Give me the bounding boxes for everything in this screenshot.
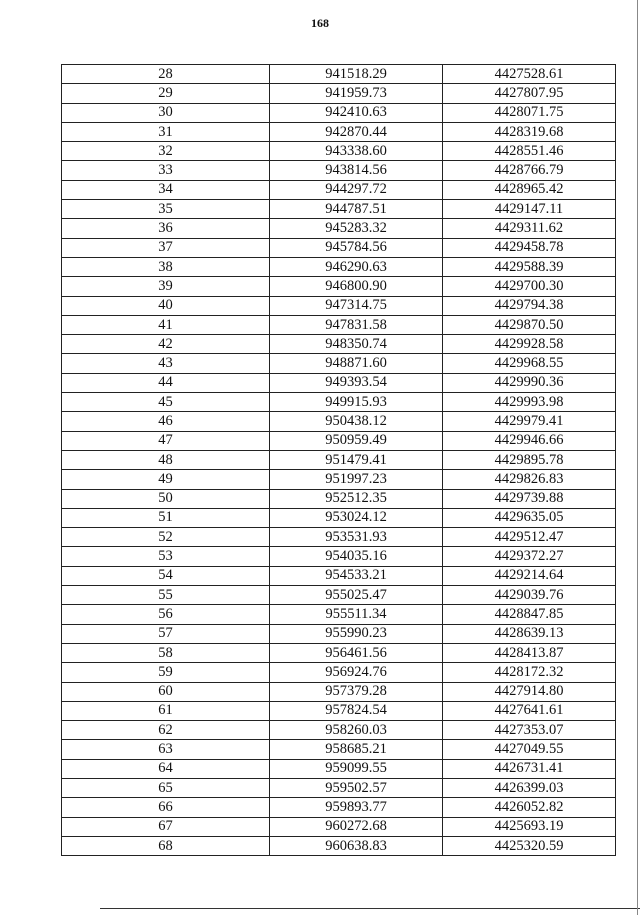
y-coordinate-cell: 4428847.85 xyxy=(443,605,616,624)
y-coordinate-cell: 4427528.61 xyxy=(443,65,616,84)
y-coordinate-cell: 4428639.13 xyxy=(443,624,616,643)
table-row xyxy=(62,701,616,720)
table-row xyxy=(62,180,616,199)
point-number-cell: 63 xyxy=(62,740,270,759)
x-coordinate-cell: 958685.21 xyxy=(270,740,443,759)
x-coordinate-cell: 956924.76 xyxy=(270,663,443,682)
x-coordinate-cell: 955025.47 xyxy=(270,586,443,605)
table-row xyxy=(62,624,616,643)
x-coordinate-cell: 941959.73 xyxy=(270,84,443,103)
y-coordinate-cell: 4428319.68 xyxy=(443,122,616,141)
y-coordinate-cell: 4429968.55 xyxy=(443,354,616,373)
x-coordinate-cell: 946800.90 xyxy=(270,277,443,296)
y-coordinate-cell: 4425693.19 xyxy=(443,817,616,836)
table-row xyxy=(62,412,616,431)
x-coordinate-cell: 959502.57 xyxy=(270,778,443,797)
point-number-cell: 40 xyxy=(62,296,270,315)
x-coordinate-cell: 949393.54 xyxy=(270,373,443,392)
x-coordinate-cell: 944297.72 xyxy=(270,180,443,199)
point-number-cell: 43 xyxy=(62,354,270,373)
point-number-cell: 47 xyxy=(62,431,270,450)
table-row xyxy=(62,65,616,84)
point-number-cell: 67 xyxy=(62,817,270,836)
table-row xyxy=(62,547,616,566)
y-coordinate-cell: 4428413.87 xyxy=(443,643,616,662)
point-number-cell: 54 xyxy=(62,566,270,585)
table-row xyxy=(62,836,616,855)
table-row xyxy=(62,142,616,161)
y-coordinate-cell: 4429895.78 xyxy=(443,450,616,469)
point-number-cell: 64 xyxy=(62,759,270,778)
table-row xyxy=(62,257,616,276)
point-number-cell: 46 xyxy=(62,412,270,431)
table-row xyxy=(62,103,616,122)
table-row xyxy=(62,470,616,489)
x-coordinate-cell: 954035.16 xyxy=(270,547,443,566)
y-coordinate-cell: 4429870.50 xyxy=(443,315,616,334)
table-row xyxy=(62,489,616,508)
point-number-cell: 28 xyxy=(62,65,270,84)
point-number-cell: 44 xyxy=(62,373,270,392)
y-coordinate-cell: 4427914.80 xyxy=(443,682,616,701)
x-coordinate-cell: 951479.41 xyxy=(270,450,443,469)
y-coordinate-cell: 4427353.07 xyxy=(443,721,616,740)
point-number-cell: 35 xyxy=(62,200,270,219)
y-coordinate-cell: 4429214.64 xyxy=(443,566,616,585)
x-coordinate-cell: 942410.63 xyxy=(270,103,443,122)
table-row xyxy=(62,643,616,662)
x-coordinate-cell: 942870.44 xyxy=(270,122,443,141)
x-coordinate-cell: 957824.54 xyxy=(270,701,443,720)
point-number-cell: 49 xyxy=(62,470,270,489)
point-number-cell: 45 xyxy=(62,393,270,412)
table-row xyxy=(62,277,616,296)
table-row xyxy=(62,778,616,797)
y-coordinate-cell: 4428766.79 xyxy=(443,161,616,180)
x-coordinate-cell: 947831.58 xyxy=(270,315,443,334)
y-coordinate-cell: 4429635.05 xyxy=(443,508,616,527)
x-coordinate-cell: 948871.60 xyxy=(270,354,443,373)
y-coordinate-cell: 4429946.66 xyxy=(443,431,616,450)
table-row xyxy=(62,84,616,103)
x-coordinate-cell: 943814.56 xyxy=(270,161,443,180)
x-coordinate-cell: 950959.49 xyxy=(270,431,443,450)
point-number-cell: 51 xyxy=(62,508,270,527)
x-coordinate-cell: 948350.74 xyxy=(270,335,443,354)
point-number-cell: 61 xyxy=(62,701,270,720)
coordinates-table xyxy=(61,64,616,856)
table-row xyxy=(62,586,616,605)
point-number-cell: 59 xyxy=(62,663,270,682)
point-number-cell: 65 xyxy=(62,778,270,797)
point-number-cell: 34 xyxy=(62,180,270,199)
y-coordinate-cell: 4429990.36 xyxy=(443,373,616,392)
x-coordinate-cell: 944787.51 xyxy=(270,200,443,219)
y-coordinate-cell: 4429794.38 xyxy=(443,296,616,315)
y-coordinate-cell: 4429372.27 xyxy=(443,547,616,566)
table-row xyxy=(62,740,616,759)
x-coordinate-cell: 954533.21 xyxy=(270,566,443,585)
x-coordinate-cell: 955511.34 xyxy=(270,605,443,624)
point-number-cell: 66 xyxy=(62,798,270,817)
y-coordinate-cell: 4428172.32 xyxy=(443,663,616,682)
point-number-cell: 53 xyxy=(62,547,270,566)
x-coordinate-cell: 960272.68 xyxy=(270,817,443,836)
point-number-cell: 41 xyxy=(62,315,270,334)
point-number-cell: 30 xyxy=(62,103,270,122)
x-coordinate-cell: 946290.63 xyxy=(270,257,443,276)
x-coordinate-cell: 952512.35 xyxy=(270,489,443,508)
page-number: 168 xyxy=(311,16,329,30)
x-coordinate-cell: 957379.28 xyxy=(270,682,443,701)
point-number-cell: 36 xyxy=(62,219,270,238)
table-row xyxy=(62,798,616,817)
table-row xyxy=(62,721,616,740)
point-number-cell: 42 xyxy=(62,335,270,354)
y-coordinate-cell: 4426399.03 xyxy=(443,778,616,797)
y-coordinate-cell: 4429739.88 xyxy=(443,489,616,508)
x-coordinate-cell: 945283.32 xyxy=(270,219,443,238)
table-row xyxy=(62,373,616,392)
y-coordinate-cell: 4427807.95 xyxy=(443,84,616,103)
y-coordinate-cell: 4429512.47 xyxy=(443,528,616,547)
y-coordinate-cell: 4429458.78 xyxy=(443,238,616,257)
table-row xyxy=(62,528,616,547)
point-number-cell: 57 xyxy=(62,624,270,643)
point-number-cell: 52 xyxy=(62,528,270,547)
point-number-cell: 38 xyxy=(62,257,270,276)
x-coordinate-cell: 960638.83 xyxy=(270,836,443,855)
point-number-cell: 55 xyxy=(62,586,270,605)
y-coordinate-cell: 4429928.58 xyxy=(443,335,616,354)
table-row xyxy=(62,450,616,469)
y-coordinate-cell: 4429700.30 xyxy=(443,277,616,296)
coordinates-table-body xyxy=(62,65,616,856)
y-coordinate-cell: 4426731.41 xyxy=(443,759,616,778)
table-row xyxy=(62,161,616,180)
y-coordinate-cell: 4429993.98 xyxy=(443,393,616,412)
y-coordinate-cell: 4427641.61 xyxy=(443,701,616,720)
table-row xyxy=(62,431,616,450)
table-row xyxy=(62,122,616,141)
x-coordinate-cell: 949915.93 xyxy=(270,393,443,412)
point-number-cell: 68 xyxy=(62,836,270,855)
table-row xyxy=(62,238,616,257)
x-coordinate-cell: 943338.60 xyxy=(270,142,443,161)
point-number-cell: 60 xyxy=(62,682,270,701)
table-row xyxy=(62,566,616,585)
table-row xyxy=(62,663,616,682)
bottom-rule xyxy=(100,908,640,909)
y-coordinate-cell: 4426052.82 xyxy=(443,798,616,817)
y-coordinate-cell: 4428071.75 xyxy=(443,103,616,122)
point-number-cell: 37 xyxy=(62,238,270,257)
y-coordinate-cell: 4429979.41 xyxy=(443,412,616,431)
table-row xyxy=(62,219,616,238)
y-coordinate-cell: 4429147.11 xyxy=(443,200,616,219)
x-coordinate-cell: 959893.77 xyxy=(270,798,443,817)
table-row xyxy=(62,682,616,701)
table-row xyxy=(62,200,616,219)
table-row xyxy=(62,605,616,624)
point-number-cell: 31 xyxy=(62,122,270,141)
x-coordinate-cell: 941518.29 xyxy=(270,65,443,84)
x-coordinate-cell: 945784.56 xyxy=(270,238,443,257)
y-coordinate-cell: 4428551.46 xyxy=(443,142,616,161)
x-coordinate-cell: 958260.03 xyxy=(270,721,443,740)
point-number-cell: 58 xyxy=(62,643,270,662)
table-row xyxy=(62,335,616,354)
x-coordinate-cell: 953531.93 xyxy=(270,528,443,547)
y-coordinate-cell: 4429826.83 xyxy=(443,470,616,489)
point-number-cell: 62 xyxy=(62,721,270,740)
page-edge-rule xyxy=(637,0,638,915)
point-number-cell: 33 xyxy=(62,161,270,180)
x-coordinate-cell: 956461.56 xyxy=(270,643,443,662)
x-coordinate-cell: 947314.75 xyxy=(270,296,443,315)
table-row xyxy=(62,315,616,334)
y-coordinate-cell: 4429311.62 xyxy=(443,219,616,238)
x-coordinate-cell: 953024.12 xyxy=(270,508,443,527)
y-coordinate-cell: 4425320.59 xyxy=(443,836,616,855)
y-coordinate-cell: 4429588.39 xyxy=(443,257,616,276)
y-coordinate-cell: 4428965.42 xyxy=(443,180,616,199)
x-coordinate-cell: 951997.23 xyxy=(270,470,443,489)
x-coordinate-cell: 950438.12 xyxy=(270,412,443,431)
point-number-cell: 39 xyxy=(62,277,270,296)
x-coordinate-cell: 955990.23 xyxy=(270,624,443,643)
table-row xyxy=(62,296,616,315)
table-row xyxy=(62,508,616,527)
point-number-cell: 50 xyxy=(62,489,270,508)
x-coordinate-cell: 959099.55 xyxy=(270,759,443,778)
point-number-cell: 29 xyxy=(62,84,270,103)
y-coordinate-cell: 4427049.55 xyxy=(443,740,616,759)
table-row xyxy=(62,817,616,836)
point-number-cell: 32 xyxy=(62,142,270,161)
y-coordinate-cell: 4429039.76 xyxy=(443,586,616,605)
table-row xyxy=(62,354,616,373)
table-row xyxy=(62,759,616,778)
point-number-cell: 56 xyxy=(62,605,270,624)
table-row xyxy=(62,393,616,412)
point-number-cell: 48 xyxy=(62,450,270,469)
